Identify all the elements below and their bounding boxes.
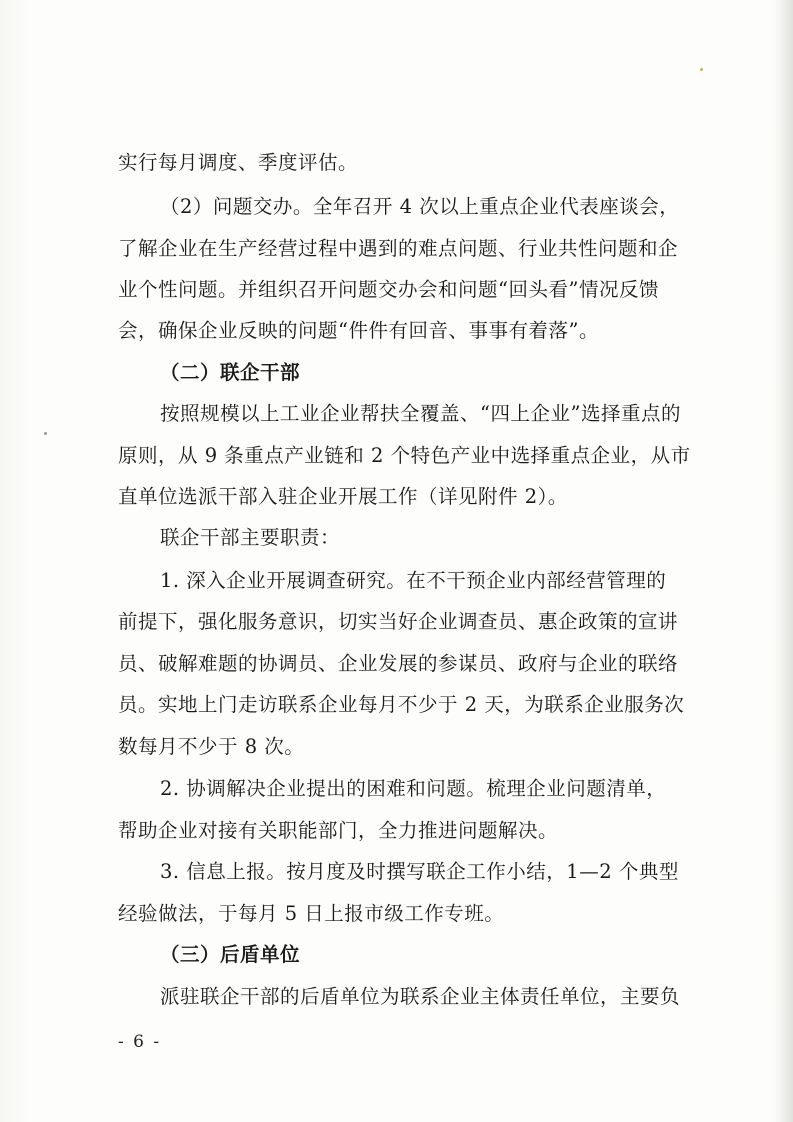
paragraph-line: 经验做法，于每月 5 日上报市级工作专班。 [118,902,505,925]
paragraph-line: 派驻联企干部的后盾单位为联系企业主体责任单位，主要负 [160,985,681,1008]
paragraph-line: 数每月不少于 8 次。 [118,735,305,758]
paragraph-line: 了解企业在生产经营过程中遇到的难点问题、行业共性问题和企 [118,237,679,260]
scan-speck [700,68,703,71]
section-heading: （二）联企干部 [160,361,301,384]
paragraph-line: 1. 深入企业开展调查研究。在不干预企业内部经营管理的 [160,569,667,592]
paragraph-line: 原则，从 9 条重点产业链和 2 个特色产业中选择重点企业，从市 [118,444,691,467]
scan-speck [44,432,47,435]
section-heading: （三）后盾单位 [160,943,301,966]
paragraph-line: 2. 协调解决企业提出的困难和问题。梳理企业问题清单， [160,777,667,800]
paragraph-line: 实行每月调度、季度评估。 [118,151,359,174]
paragraph-line: 3. 信息上报。按月度及时撰写联企工作小结，1—2 个典型 [160,860,679,883]
paragraph-line: 员。实地上门走访联系企业每月不少于 2 天，为联系企业服务次 [118,693,685,716]
paragraph-line: 会，确保企业反映的问题“件件有回音、事事有着落”。 [118,319,599,342]
paragraph-line: 直单位选派干部入驻企业开展工作（详见附件 2）。 [118,485,568,508]
page-edge-shadow [779,0,793,1122]
paragraph-line: 联企干部主要职责： [160,526,341,549]
paragraph-line: 员、破解难题的协调员、企业发展的参谋员、政府与企业的联络 [118,652,679,675]
paragraph-line: 前提下，强化服务意识，切实当好企业调查员、惠企政策的宣讲 [118,610,679,633]
paragraph-line: 帮助企业对接有关职能部门，全力推进问题解决。 [118,819,559,842]
page-number: - 6 - [118,1032,162,1052]
paragraph-line: （2）问题交办。全年召开 4 次以上重点企业代表座谈会， [160,195,680,218]
paragraph-line: 按照规模以上工业企业帮扶全覆盖、“四上企业”选择重点的 [160,402,681,425]
paragraph-line: 业个性问题。并组织召开问题交办会和问题“回头看”情况反馈 [118,278,659,301]
